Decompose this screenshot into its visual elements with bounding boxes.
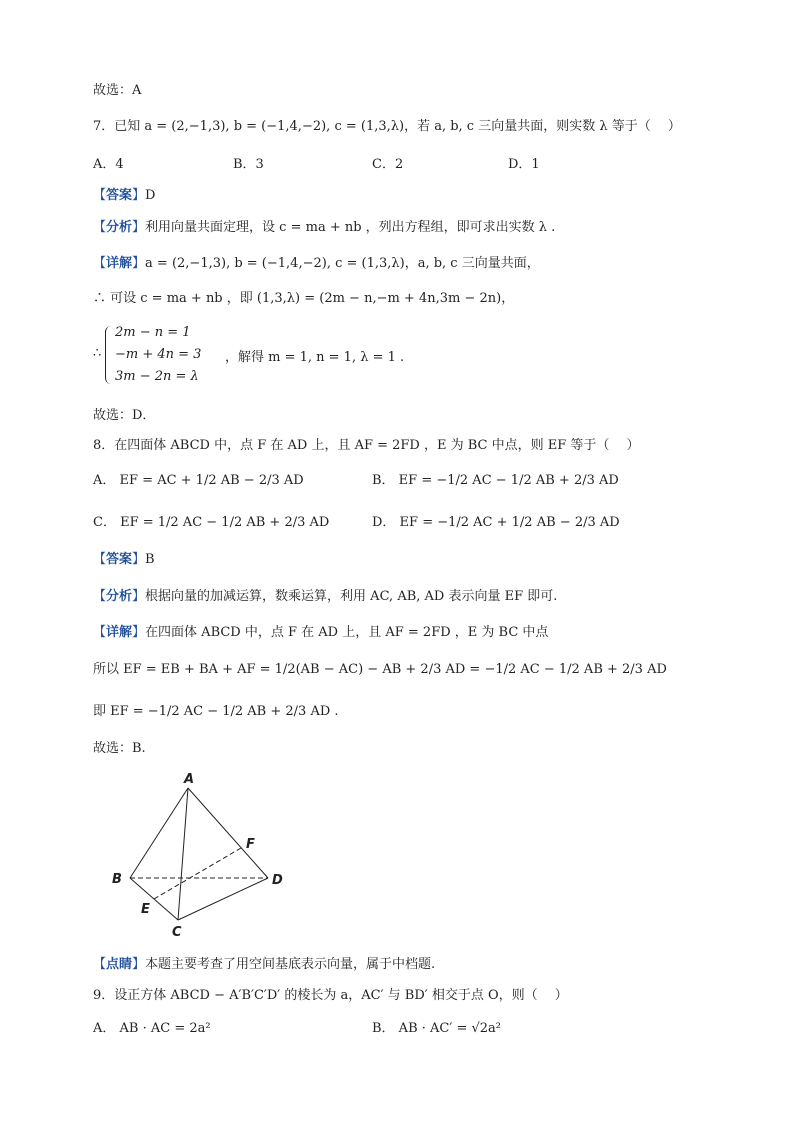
label-d: D [272, 873, 283, 888]
q8-answer-line: 【答案】B [93, 552, 155, 567]
label-c: C [172, 925, 182, 940]
line-guxuan-b: 故选：B. [93, 741, 146, 756]
q7-option-d: D．1 [508, 157, 540, 172]
q7-option-a: A．4 [93, 157, 124, 172]
question-9: 9．设正方体 ABCD − A′B′C′D′ 的棱长为 a，AC′ 与 BD′ 相交于点 O，则（ ） [93, 988, 568, 1003]
q8-option-a: A． EF = AC + 1/2 AB − 2/3 AD [93, 473, 304, 488]
q8-detail-line-3: 即 EF = −1/2 AC − 1/2 AB + 2/3 AD . [93, 704, 339, 719]
q7-detail-line-2: ∴ 可设 c = ma + nb ，即 (1,3,λ) = (2m − n,−m + 4n,3m − 2n)， [93, 291, 515, 306]
q7-option-c: C．2 [372, 157, 404, 172]
edge-ac [178, 788, 188, 920]
q8-detail-line: 【详解】在四面体 ABCD 中，点 F 在 AD 上，且 AF = 2FD ，E 为 BC 中点 [93, 625, 549, 640]
answer-tag: 答案 [106, 552, 133, 567]
edge-cd [178, 878, 268, 920]
q9-option-a: A． AB · AC = 2a² [93, 1021, 211, 1036]
label-e: E [141, 902, 150, 917]
analysis-tag: 分析 [106, 220, 133, 235]
q8-option-d: D． EF = −1/2 AC + 1/2 AB − 2/3 AD [372, 515, 620, 530]
edge-ab [130, 788, 188, 878]
q8-analysis-line: 【分析】根据向量的加减运算，数乘运算，利用 AC, AB, AD 表示向量 EF 即可. [93, 589, 558, 604]
q8-comment: 本题主要考查了用空间基底表示向量，属于中档题. [145, 957, 436, 972]
line-guxuan-a: 故选：A [93, 83, 142, 98]
q8-answer: B [145, 552, 155, 567]
left-brace [105, 326, 114, 384]
label-a: A [184, 772, 195, 787]
q8-option-b: B． EF = −1/2 AC − 1/2 AB + 2/3 AD [372, 473, 619, 488]
label-b: B [112, 872, 122, 887]
therefore-symbol: ∴ [93, 346, 102, 361]
segment-ef-dashed [154, 848, 241, 899]
edge-ad [188, 788, 268, 878]
question-7: 7．已知 a = (2,−1,3), b = (−1,4,−2), c = (1,3,λ)，若 a, b, c 三向量共面，则实数 λ 等于（ ） [93, 119, 681, 134]
q8-detail-line-2: 所以 EF = EB + BA + AF = 1/2(AB − AC) − AB + 2/3 AD = −1/2 AC − 1/2 AB + 2/3 AD [93, 662, 667, 677]
q7-option-b: B．3 [233, 157, 264, 172]
q7-equation-2: −m + 4n = 3 [115, 347, 202, 362]
q8-comment-line: 【点睛】本题主要考查了用空间基底表示向量，属于中档题. [93, 957, 436, 972]
q7-answer-line: 【答案】D [93, 188, 156, 203]
q8-detail: 在四面体 ABCD 中，点 F 在 AD 上，且 AF = 2FD ，E 为 BC 中点 [145, 625, 549, 640]
line-guxuan-d: 故选：D． [93, 408, 156, 423]
q7-solution: ，解得 m = 1, n = 1, λ = 1 . [225, 350, 405, 365]
q8-option-c: C． EF = 1/2 AC − 1/2 AB + 2/3 AD [93, 515, 330, 530]
question-8: 8．在四面体 ABCD 中，点 F 在 AD 上，且 AF = 2FD ，E 为 BC 中点，则 EF 等于（ ） [93, 438, 640, 453]
q7-answer: D [145, 188, 156, 203]
analysis-tag: 分析 [106, 589, 133, 604]
q7-equation-3: 3m − 2n = λ [115, 369, 199, 384]
answer-tag: 答案 [106, 188, 133, 203]
detail-tag: 详解 [106, 625, 133, 640]
q8-analysis: 根据向量的加减运算，数乘运算，利用 AC, AB, AD 表示向量 EF 即可. [145, 589, 558, 604]
tetrahedron-figure [108, 768, 293, 940]
q7-analysis: 利用向量共面定理，设 c = ma + nb ，列出方程组，即可求出实数 λ . [145, 220, 556, 235]
q7-detail-line: 【详解】a = (2,−1,3), b = (−1,4,−2), c = (1,3,λ)，a, b, c 三向量共面， [93, 256, 540, 271]
q9-option-b: B． AB · AC′ = √2a² [372, 1021, 501, 1036]
q7-equation-1: 2m − n = 1 [115, 325, 191, 340]
comment-tag: 点睛 [106, 957, 133, 972]
label-f: F [246, 837, 255, 852]
detail-tag: 详解 [106, 256, 133, 271]
q7-detail: a = (2,−1,3), b = (−1,4,−2), c = (1,3,λ)，a, b, c 三向量共面， [145, 256, 540, 271]
q7-analysis-line: 【分析】利用向量共面定理，设 c = ma + nb ，列出方程组，即可求出实数 λ . [93, 220, 556, 235]
